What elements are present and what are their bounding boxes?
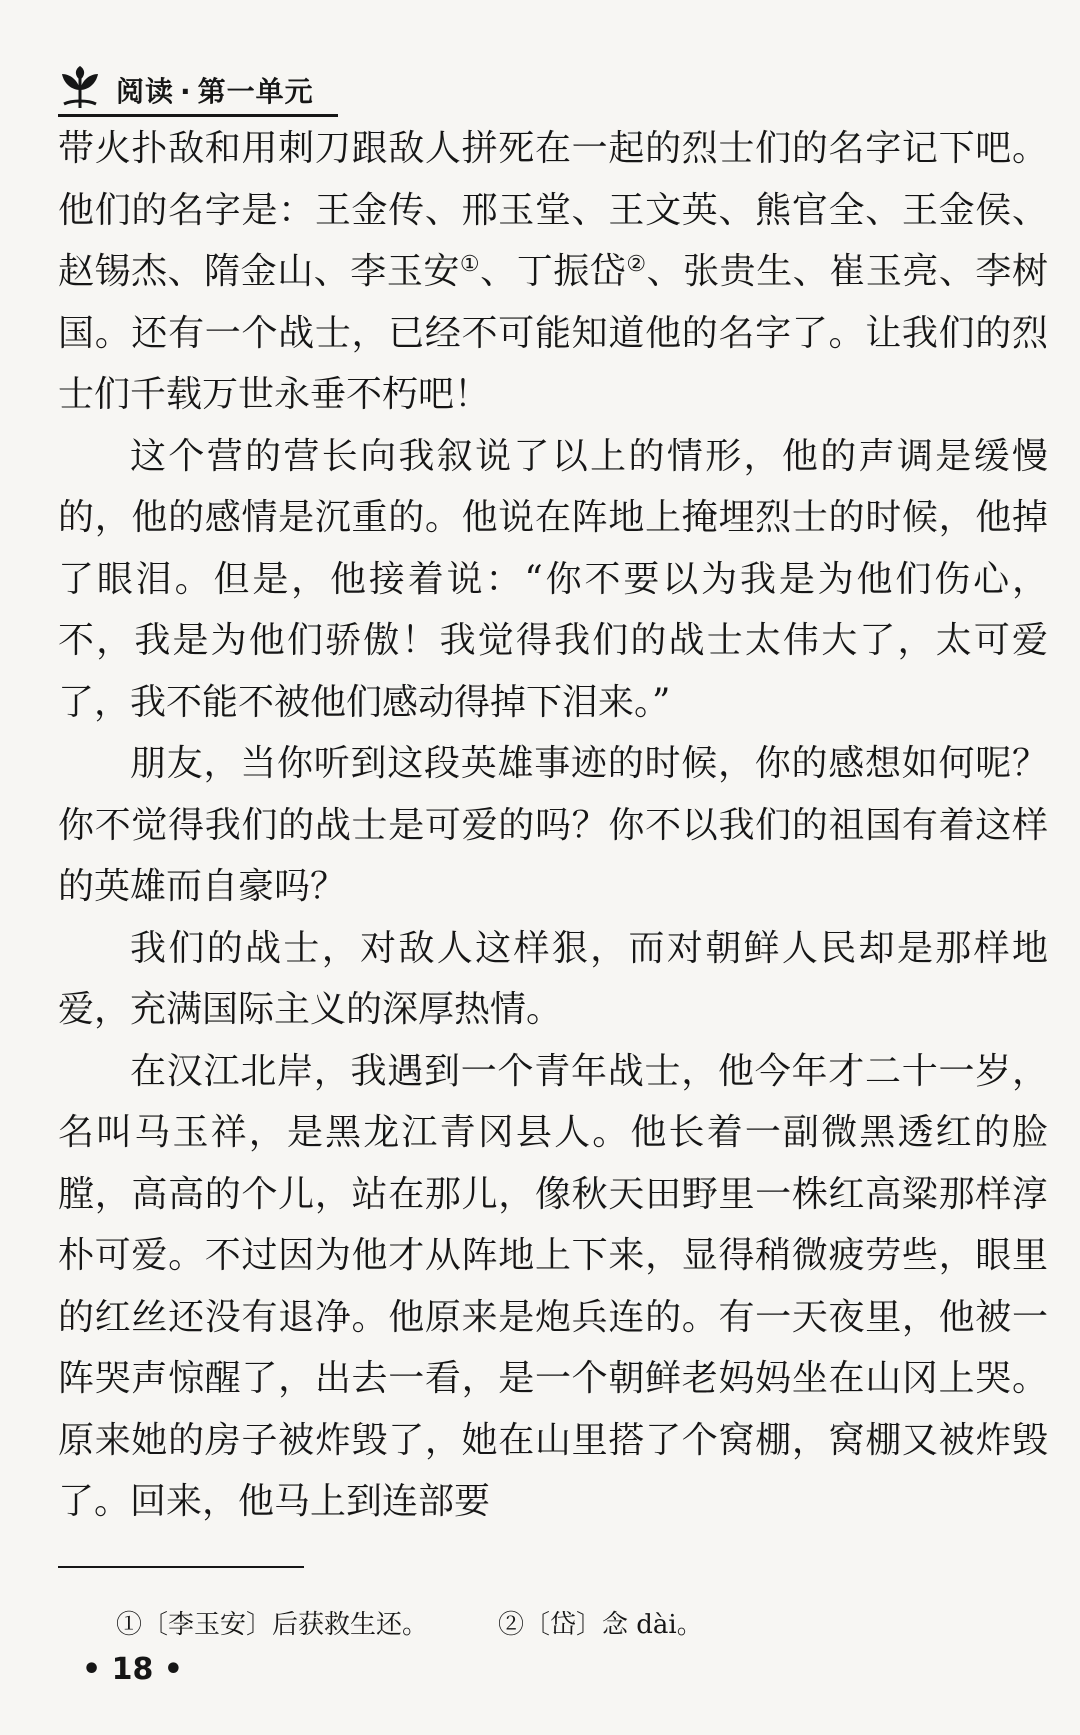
footnotes <box>116 1604 1016 1641</box>
unit-title: 第一单元 <box>197 75 314 108</box>
running-header <box>58 62 338 117</box>
sprout-logo-icon <box>58 64 102 110</box>
footnote-2: ②〔岱〕念 dài。 <box>498 1610 703 1640</box>
header-separator: · <box>180 75 192 108</box>
paragraph-2: 这个营的营长向我叙说了以上的情形，他的声调是缓慢的，他的感情是沉重的。他说在阵地上掩埋烈士的时候，他掉了眼泪。但是，他接着说：“你不要以为我是为他们伤心，不，我是为他们骄傲！我觉得我们的战士太伟大了，太可爱了，我不能不被他们感动得掉下泪来。” <box>58 435 1048 723</box>
section-label <box>116 70 314 110</box>
footnote-1: ①〔李玉安〕后获救生还。 <box>116 1610 429 1640</box>
body-text <box>58 118 1048 1533</box>
page-number: • 18 • <box>82 1652 183 1687</box>
paragraph-5: 在汉江北岸，我遇到一个青年战士，他今年才二十一岁，名叫马玉祥，是黑龙江青冈县人。他长着一副微黑透红的脸膛，高高的个儿，站在那儿，像秋天田野里一株红高粱那样淳朴可爱。不过因为他才从阵地上下来，显得稍微疲劳些，眼里的红丝还没有退净。他原来是炮兵连的。有一天夜里，他被一阵哭声惊醒了，出去一看，是一个朝鲜老妈妈坐在山冈上哭。原来她的房子被炸毁了，她在山里搭了个窝棚，窝棚又被炸毁了。回来，他马上到连部要 <box>58 1050 1048 1522</box>
footnote-marker-2: ② <box>626 252 647 277</box>
footnote-divider <box>58 1566 304 1568</box>
paragraph-1 <box>58 118 1048 426</box>
paragraph-1-text-a: 带火扑敌和用刺刀跟敌人拼死在一起的烈士们的名字记下吧。他们的名字是：王金传、邢玉堂、王文英、熊官全、王金侯、赵锡杰、隋金山、李玉安 <box>58 128 1048 292</box>
footnote-marker-1: ① <box>459 252 481 277</box>
paragraph-4: 我们的战士，对敌人这样狠，而对朝鲜人民却是那样地爱，充满国际主义的深厚热情。 <box>58 927 1048 1030</box>
paragraph-1-text-b: 、丁振岱 <box>480 251 627 292</box>
book-title: 阅读 <box>116 75 175 108</box>
paragraph-3: 朋友，当你听到这段英雄事迹的时候，你的感想如何呢？你不觉得我们的战士是可爱的吗？你不以我们的祖国有着这样的英雄而自豪吗？ <box>58 743 1048 907</box>
paragraph-1-text-c: 、张贵生、崔玉亮、李树国。还有一个战士，已经不可能知道他的名字了。让我们的烈士们千载万世永垂不朽吧！ <box>58 251 1048 415</box>
